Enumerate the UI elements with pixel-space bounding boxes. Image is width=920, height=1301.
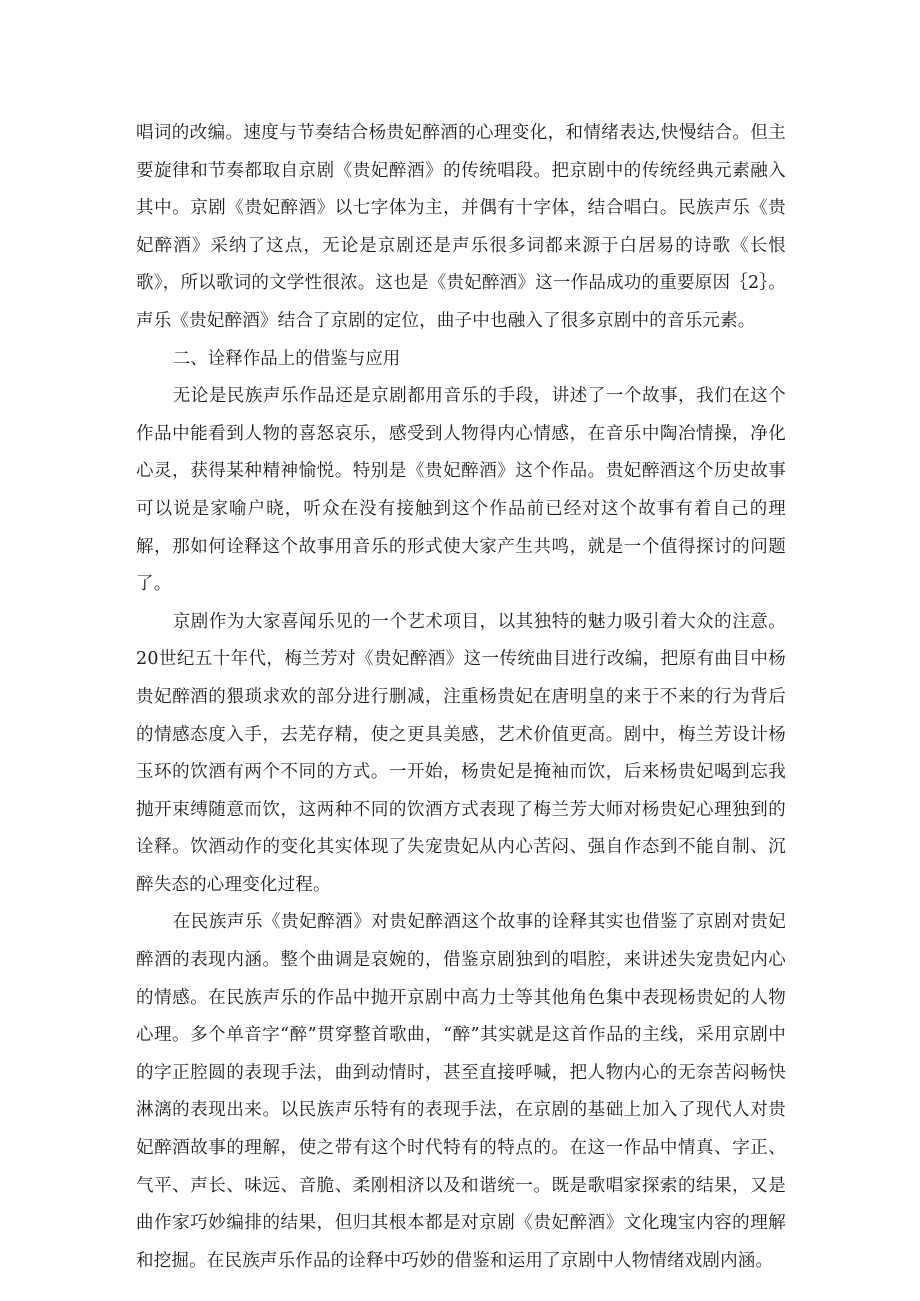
- document-page: [136, 115, 786, 1280]
- paragraph-peking-opera: 京剧作为大家喜闻乐见的一个艺术项目，以其独特的魅力吸引着大众的注意。20世纪五十年代，梅兰芳对《贵妃醉酒》这一传统曲目进行改编，把原有曲目中杨贵妃醉酒的猥琐求欢的部分进行删减，注重杨贵妃在唐明皇的来于不来的行为背后的情感态度入手，去芜存精，使之更具美感，艺术价值更高。剧中，梅兰芳设计杨玉环的饮酒有两个不同的方式。一开始，杨贵妃是掩袖而饮，后来杨贵妃喝到忘我抛开束缚随意而饮，这两种不同的饮酒方式表现了梅兰芳大师对杨贵妃心理独到的诠释。饮酒动作的变化其实体现了失宠贵妃从内心苦闷、强自作态到不能自制、沉醉失态的心理变化过程。: [136, 611, 786, 895]
- paragraph-continuation: 唱词的改编。速度与节奏结合杨贵妃醉酒的心理变化，和情绪表达,快慢结合。但主要旋律和节奏都取自京剧《贵妃醉酒》的传统唱段。把京剧中的传统经典元素融入其中。京剧《贵妃醉酒》以七字体为主，并偶有十字体，结合唱白。民族声乐《贵妃醉酒》采纳了这点，无论是京剧还是声乐很多词都来源于白居易的诗歌《长恨歌》，所以歌词的文学性很浓。这也是《贵妃醉酒》这一作品成功的重要原因｛2｝。声乐《贵妃醉酒》结合了京剧的定位，曲子中也融入了很多京剧中的音乐元素。: [136, 123, 786, 331]
- paragraph-interpretation-intro: 无论是民族声乐作品还是京剧都用音乐的手段，讲述了一个故事，我们在这个作品中能看到人物的喜怒哀乐，感受到人物得内心情感，在音乐中陶冶情操，净化心灵，获得某种精神愉悦。特别是《贵妃醉酒》这个作品。贵妃醉酒这个历史故事可以说是家喻户晓，听众在没有接触到这个作品前已经对这个故事有着自己的理解，那如何诠释这个故事用音乐的形式使大家产生共鸣，就是一个值得探讨的问题了。: [136, 386, 786, 595]
- section-heading: 二、诠释作品上的借鉴与应用: [172, 348, 401, 369]
- paragraph-national-vocal: 在民族声乐《贵妃醉酒》对贵妃醉酒这个故事的诠释其实也借鉴了京剧对贵妃醉酒的表现内涵。整个曲调是哀婉的，借鉴京剧独到的唱腔，来讲述失宠贵妃内心的情感。在民族声乐的作品中抛开京剧中高力士等其他角色集中表现杨贵妃的人物心理。多个单音字“醉”贯穿整首歌曲，“醉”其实就是这首作品的主线，采用京剧中的字正腔圆的表现手法，曲到动情时，甚至直接呼喊，把人物内心的无奈苦闷畅快淋漓的表现出来。以民族声乐特有的表现手法，在京剧的基础上加入了现代人对贵妃醉酒故事的理解，使之带有这个时代特有的特点的。在这一作品中情真、字正、气平、声长、味远、音脆、柔刚相济以及和谐统一。既是歌唱家探索的结果，又是曲作家巧妙编排的结果，但归其根本都是对京剧《贵妃醉酒》文化瑰宝内容的理解和挖掘。在民族声乐作品的诠释中巧妙的借鉴和运用了京剧中人物情绪戏剧内涵。: [136, 912, 786, 1271]
